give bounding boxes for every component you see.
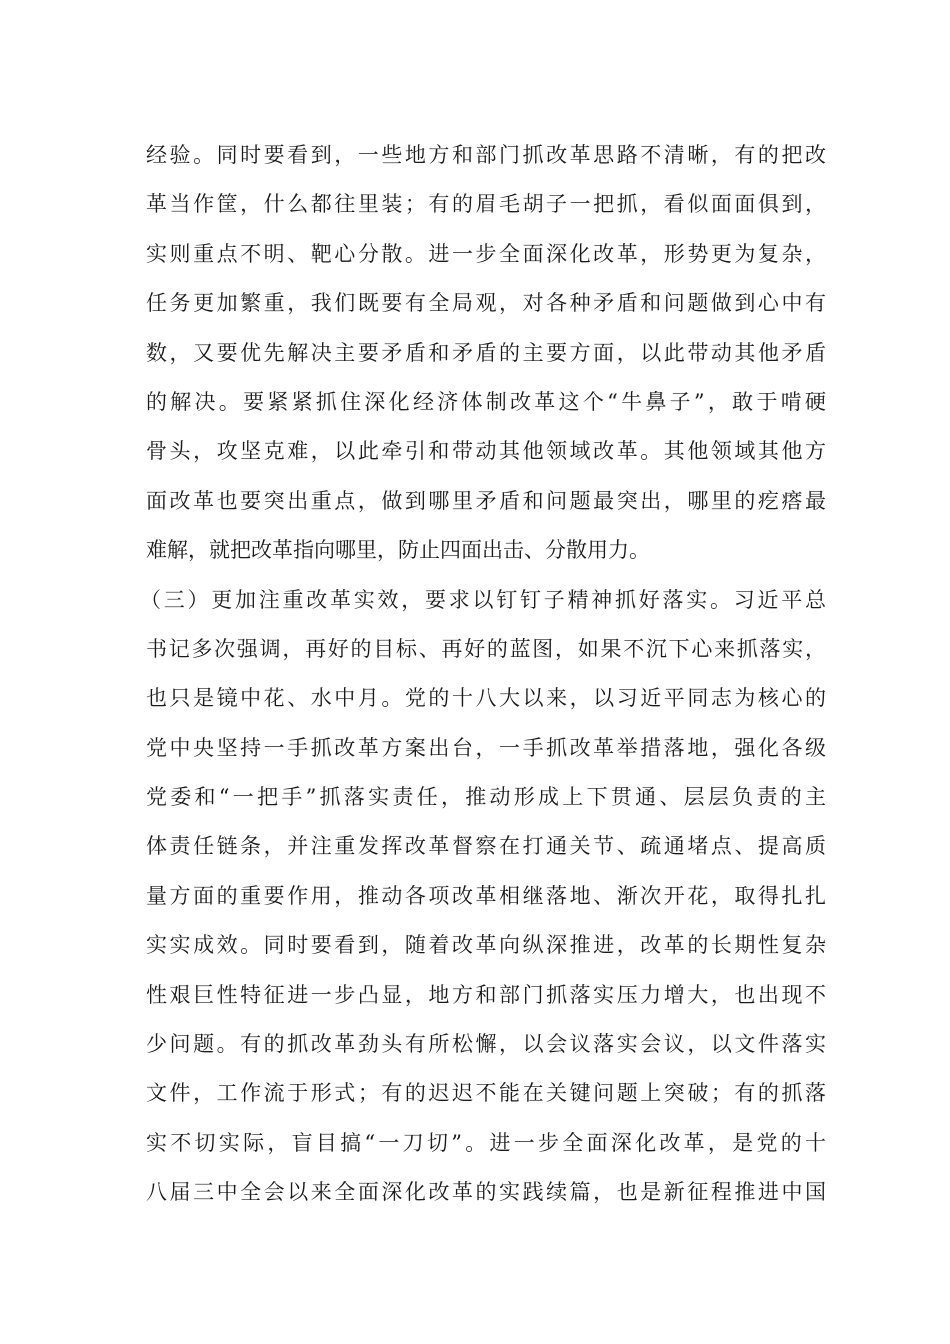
text-line: 数，又要优先解决主要矛盾和矛盾的主要方面，以此带动其他矛盾 [146, 340, 826, 365]
text-line: 量方面的重要作用，推动各项改革相继落地、渐次开花，取得扎扎 [146, 883, 826, 908]
text-line: 党中央坚持一手抓改革方案出台，一手抓改革举措落地，强化各级 [146, 735, 826, 760]
text-line: 任务更加繁重，我们既要有全局观，对各种矛盾和问题做到心中有 [146, 291, 826, 316]
text-line: 骨头，攻坚克难，以此牵引和带动其他领域改革。其他领域其他方 [146, 439, 826, 464]
text-line: 八届三中全会以来全面深化改革的实践续篇，也是新征程推进中国 [146, 1180, 826, 1205]
text-line: 也只是镜中花、水中月。党的十八大以来，以习近平同志为核心的 [146, 686, 826, 711]
text-line: 实不切实际，盲目搞“一刀切”。进一步全面深化改革，是党的十 [146, 1130, 826, 1155]
text-line: 面改革也要突出重点，做到哪里矛盾和问题最突出，哪里的疙瘩最 [146, 488, 826, 513]
text-line: 党委和“一把手”抓落实责任，推动形成上下贯通、层层负责的主 [146, 785, 826, 810]
section-heading-line: （三）更加注重改革实效，要求以钉钉子精神抓好落实。习近平总 [140, 587, 826, 612]
body-text [140, 131, 826, 1218]
text-line: 经验。同时要看到，一些地方和部门抓改革思路不清晰，有的把改 [146, 143, 826, 167]
text-line: 性艰巨性特征进一步凸显，地方和部门抓落实压力增大，也出现不 [146, 982, 826, 1007]
text-line: 少问题。有的抓改革劲头有所松懈，以会议落实会议，以文件落实 [146, 1032, 826, 1057]
text-line: 体责任链条，并注重发挥改革督察在打通关节、疏通堵点、提高质 [146, 834, 826, 859]
text-line: 革当作筐，什么都往里装；有的眉毛胡子一把抓，看似面面俱到， [146, 192, 826, 217]
text-line: 实则重点不明、靶心分散。进一步全面深化改革，形势更为复杂， [146, 241, 826, 266]
text-line: 实实成效。同时要看到，随着改革向纵深推进，改革的长期性复杂 [146, 933, 826, 958]
paragraph-end-line: 难解，就把改革指向哪里，防止四面出击、分散用力。 [146, 538, 650, 563]
text-line: 文件，工作流于形式；有的迟迟不能在关键问题上突破；有的抓落 [146, 1081, 826, 1106]
text-line: 的解决。要紧紧抓住深化经济体制改革这个“牛鼻子”，敢于啃硬 [146, 389, 826, 414]
text-line: 书记多次强调，再好的目标、再好的蓝图，如果不沉下心来抓落实， [146, 636, 826, 661]
